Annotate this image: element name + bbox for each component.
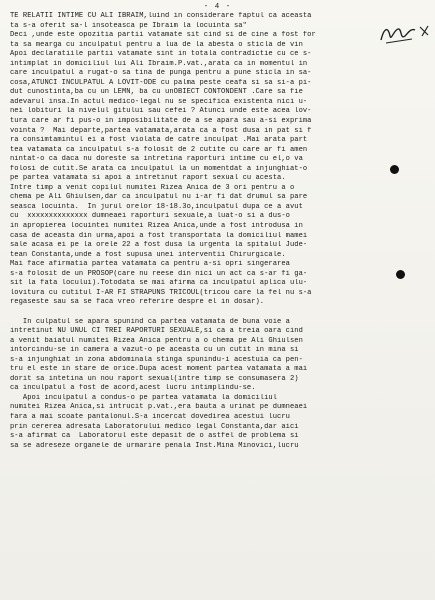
text-line: [10, 451, 430, 461]
text-line: vointa ? Mai departe,partea vatamata,arata ca a fost dusa in pat si f: [10, 126, 312, 135]
text-line: intimplat in domiciliul lui Ali Ibraim.P.vat.,arata ca in momentul in: [10, 59, 308, 68]
text-line: tru el este in stare de orice.Dupa acest moment partea vatamata a mai: [10, 365, 308, 374]
text-line: ta sa mearga cu inculpatul pentru a lua de la abesta o sticla de vin: [10, 40, 303, 49]
text-line: s-a injunghiat in zona abdominala stinga spunindu-i acestuia ca pen-: [10, 355, 303, 364]
text-line: tura care ar fi pus-o in imposibilitate de a se apara sau a-si exprima: [10, 117, 312, 126]
text-line: lovitura cu cutitul I-AR FI STRAPUNS TRICOUL(tricou care la fel nu s-a: [10, 288, 312, 297]
text-line: TE RELATII INTIME CU ALI IBRAIM,luind in considerare faptul ca aceasta: [10, 12, 312, 20]
text-line: folosi de cutit.Se arata ca inculpatul la un momentdat a injunghiat-o: [10, 164, 308, 173]
text-line: regaseste sau sa se faca vreo referire despre el in dosar).: [10, 298, 265, 307]
text-line: pe partea vatamata si apoi a intretinut raport sexual cu acesta.: [10, 174, 286, 183]
text-line: nei lobituri la nivelul gitului sau cefei ? Atunci unde este acea lov-: [10, 107, 312, 116]
text-line: adevarul insa.In actul medico-legal nu se specifica existenta nici u-: [10, 97, 308, 106]
text-line: a venit baiatul numitei Rizea Anica pentru a o chema pe Ali Ghiulsen: [10, 336, 303, 345]
text-line: In culpatul se apara spunind ca partea vatamata de buna voie a: [10, 317, 290, 326]
text-line: Mai face afirmatia partea vatamata ca pentru a-si opri singerarea: [10, 260, 290, 269]
text-line: numitei Rizea Anica,si intrucit p.vat.,era bauta a urinat pe dumneaei: [10, 403, 308, 412]
ink-blot: [396, 270, 405, 279]
text-line: Deci ,unde este opozitia partii vatamate sit cind si de cine a fost for: [10, 31, 316, 40]
text-line: intretinut NU UNUL CI TREI RAPORTURI SEXUALE,si ca a treia oara cind: [10, 327, 303, 336]
text-line: tean Constanta,unde a fost supusa unei interventii Chirurgicale.: [10, 250, 286, 259]
text-line: nintat-o ca daca nu doreste sa intretina raporturi intime cu el,o va: [10, 155, 303, 164]
text-line: casa de aceasta din urma,apoi a fost transportata la domiciliul mamei: [10, 231, 308, 240]
text-line: fara a mai scoate pantalonul.S-a incercat dovedirea acestui lucru: [10, 412, 290, 421]
text-line: sale acasa ei pe la orele 22 a fost dusa la urgenta la spitalul Jude-: [10, 241, 308, 250]
text-line: [10, 308, 430, 318]
text-line: care inculpatul a rugat-o sa tina de punga pentru a pune sticla in sa-: [10, 69, 312, 78]
text-line: cosa,ATUNCI INCULPATUL A LOVIT-ODE cu palma peste ceafa si sa si-a pi-: [10, 78, 312, 87]
text-line: intorcindu-se in camera a vazut-o pe aceasta cu un cutit in mina si: [10, 346, 299, 355]
text-line: Intre timp a venit copilul numitei Rizea Anica de 3 ori pentru a o: [10, 183, 295, 192]
ink-blot: [390, 165, 399, 174]
document-body: [10, 12, 430, 461]
text-line: Apoi declaratiile partii vatamate sint in totala contradictie cu ce s-: [10, 50, 312, 59]
text-line: dorit sa intetina un nou raport sexual(intre timp se consumasera 2): [10, 374, 299, 383]
text-line: ta s-a oferit sa-l insoteasca pe Ibraim la locuinta sa": [10, 21, 247, 30]
text-line: chema pe Ali Ghiulsen,dar ca inculpatul nu i-ar fi dat drumul sa pare: [10, 193, 308, 202]
text-line: dut cunostinta,ba cu un LEMN, ba cu unOBIECT CONTONDENT .Care sa fie: [10, 88, 303, 97]
page-number: - 4 -: [203, 3, 232, 11]
text-line: in apropierea locuintei numitei Rizea Anica,unde a fost introdusa in: [10, 222, 303, 231]
text-line: Apoi inculpatul a condus-o pe partea vatamata la domiciliul: [10, 393, 278, 402]
text-line: ca inculpatul a fost de acord,acest lucru intimplindu-se.: [10, 384, 256, 393]
text-line: prin cererea adresata Laboratorului medico legal Constanta,dar aici: [10, 422, 299, 431]
text-line: cu xxxxxxxxxxxxxx dumneaei raporturi sexuale,a luat-o si a dus-o: [10, 212, 290, 221]
text-line: sa se adreseze organele de urmarire penala Inst.Mina Minovici,lucru: [10, 441, 299, 450]
text-line: sit la fata locului).Totodata se mai afirma ca inculpatul aplica ulu-: [10, 279, 308, 288]
text-line: seasca locuinta. In jurul orelor 18-18.3o,inculpatul dupa ce a avut: [10, 202, 303, 211]
text-line: ra consimtamintul ei a fost violata de catre inculpat .Mai arata part: [10, 136, 308, 145]
text-line: tea vatamata ca inculpatul s-a folosit de 2 cutite cu care ar fi amen: [10, 145, 308, 154]
text-line: s-a folosit de un PROSOP(care nu reese din nici un act ca s-ar fi ga-: [10, 269, 308, 278]
text-line: s-a afirmat ca Laboratorul este depasit de o astfel de problema si: [10, 432, 299, 441]
